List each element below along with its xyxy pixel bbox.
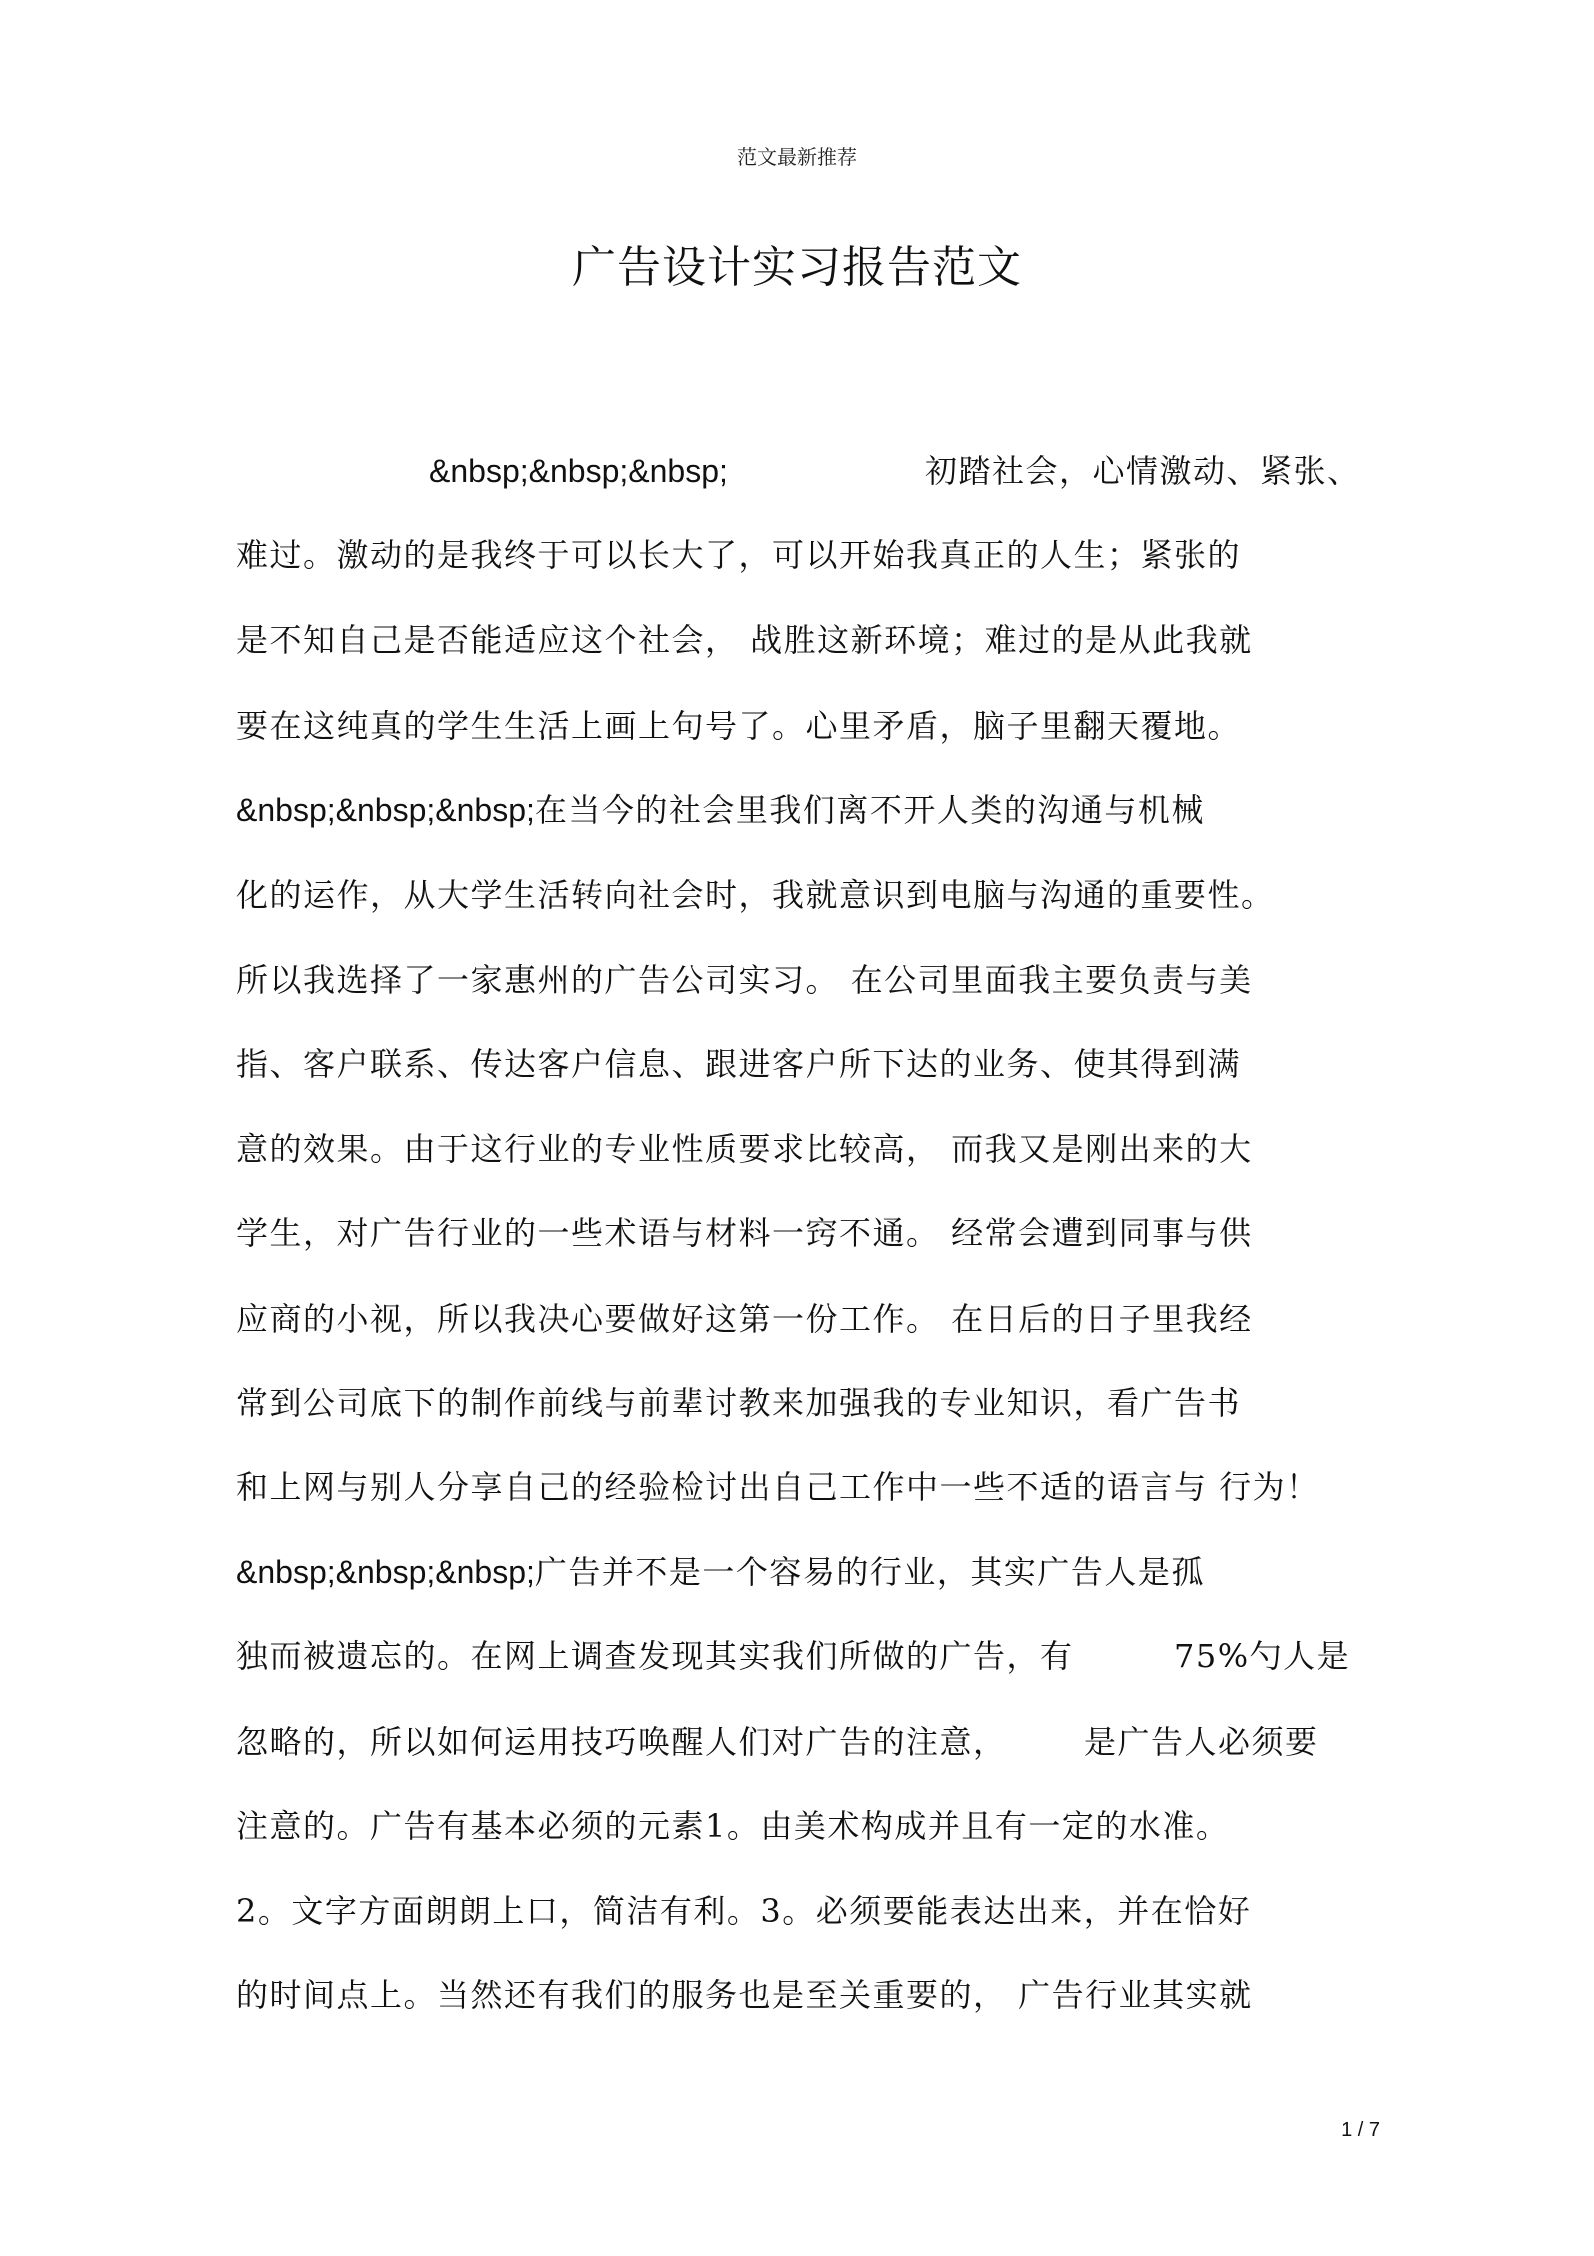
line-tail-text: 75%勺人是 [1174, 1637, 1351, 1675]
body-line [0, 451, 1594, 491]
body-line: 注意的。广告有基本必须的元素1。由美术构成并且有一定的水准。 [236, 1807, 1230, 1845]
page-number: 1 / 7 [1341, 2119, 1380, 2141]
document-title: 广告设计实习报告范文 [572, 242, 1022, 293]
line-text: 在当今的社会里我们离不开人类的沟通与机械 [534, 791, 1205, 829]
body-line: 意的效果。由于这行业的专业性质要求比较高， 而我又是刚出来的大 [236, 1130, 1253, 1168]
body-line: 所以我选择了一家惠州的广告公司实习。 在公司里面我主要负责与美 [236, 961, 1253, 999]
indent-entity-text: &nbsp;&nbsp;&nbsp; [236, 792, 535, 828]
running-header: 范文最新推荐 [737, 145, 857, 169]
body-line: 常到公司底下的制作前线与前辈讨教来加强我的专业知识，看广告书 [236, 1384, 1242, 1422]
body-line [236, 1552, 1205, 1592]
line-text: 初踏社会，心情激动、紧张、 [925, 452, 1361, 490]
body-line: 应商的小视，所以我决心要做好这第一份工作。 在日后的日子里我经 [236, 1300, 1253, 1338]
line-text: 独而被遗忘的。在网上调查发现其实我们所做的广告，有 [236, 1637, 1074, 1675]
body-line [0, 1722, 1594, 1762]
body-line [0, 1636, 1594, 1676]
body-line: 2。文字方面朗朗上口，简洁有利。3。必须要能表达出来，并在恰好 [236, 1892, 1252, 1930]
body-line: 和上网与别人分享自己的经验检讨出自己工作中一些不适的语言与 行为！ [236, 1468, 1320, 1506]
line-text: 忽略的，所以如何运用技巧唤醒人们对广告的注意， [236, 1723, 1007, 1761]
body-line: 化的运作，从大学生活转向社会时，我就意识到电脑与沟通的重要性。 [236, 876, 1275, 914]
body-line: 的时间点上。当然还有我们的服务也是至关重要的， 广告行业其实就 [236, 1976, 1253, 2014]
body-line: 难过。激动的是我终于可以长大了，可以开始我真正的人生；紧张的 [236, 536, 1242, 574]
indent-entity-text: &nbsp;&nbsp;&nbsp; [236, 1554, 535, 1590]
body-line: 是不知自己是否能适应这个社会， 战胜这新环境；难过的是从此我就 [236, 621, 1253, 659]
body-line [236, 790, 1205, 830]
line-tail-text: 是广告人必须要 [1084, 1723, 1319, 1761]
line-text: 广告并不是一个容易的行业，其实广告人是孤 [534, 1553, 1205, 1591]
indent-entity-text: &nbsp;&nbsp;&nbsp; [429, 453, 728, 489]
body-line: 指、客户联系、传达客户信息、跟进客户所下达的业务、使其得到满 [236, 1045, 1242, 1083]
body-line: 要在这纯真的学生生活上画上句号了。心里矛盾，脑子里翻天覆地。 [236, 707, 1242, 745]
body-line: 学生，对广告行业的一些术语与材料一窍不通。 经常会遭到同事与供 [236, 1214, 1253, 1252]
